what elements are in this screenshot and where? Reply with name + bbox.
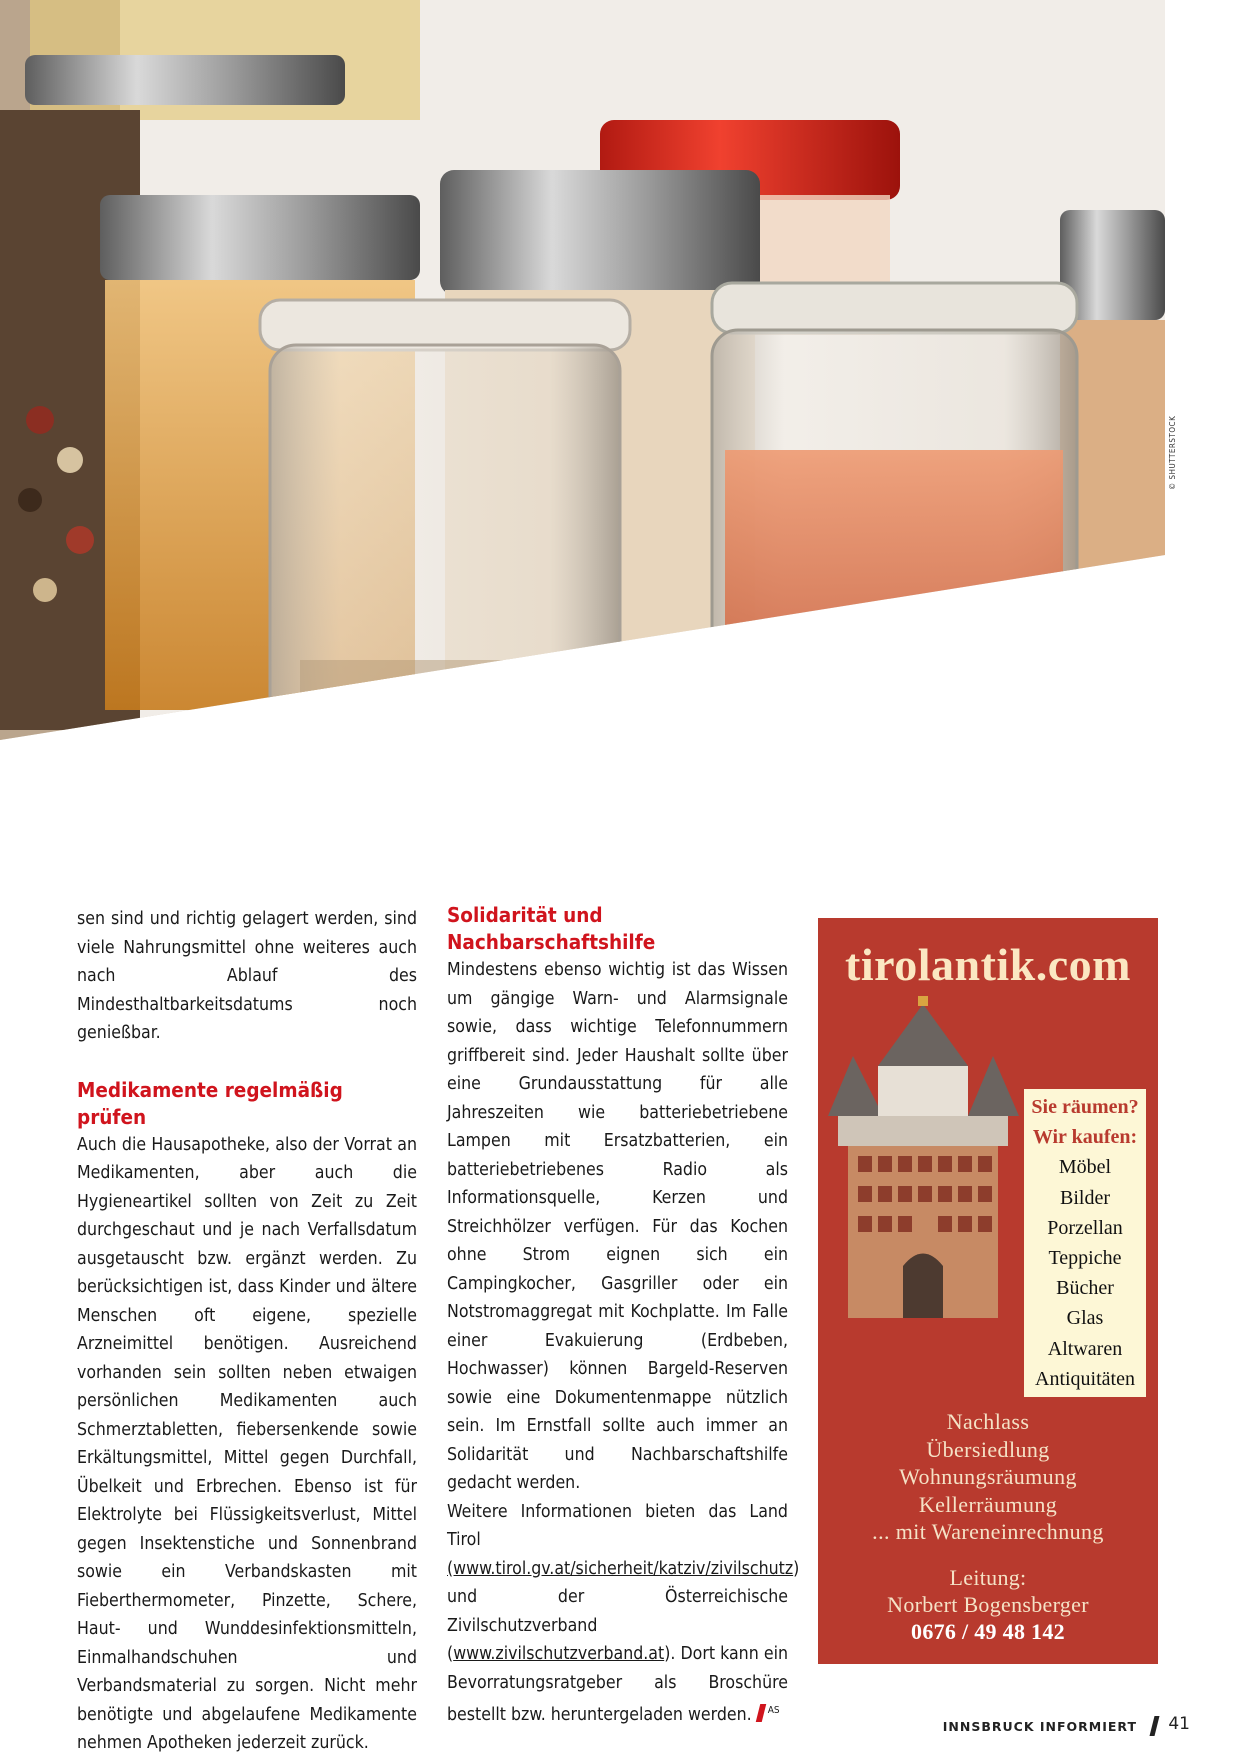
hero-photo bbox=[0, 0, 1165, 740]
ad-box-line: Teppiche bbox=[1048, 1247, 1122, 1270]
end-mark-icon bbox=[755, 1704, 765, 1722]
paragraph-more-info bbox=[447, 1498, 800, 1730]
publication-name: INNSBRUCK INFORMIERT bbox=[942, 1719, 1137, 1734]
more-info-suffix: ). Dort kann ein Bevorratungsratgeber als Broschüre bestellt bzw. heruntergeladen werden. bbox=[447, 1644, 788, 1725]
page-number: 41 bbox=[1168, 1714, 1190, 1734]
more-info-mid: ) und der Österreichische Zivilschutzverband ( bbox=[447, 1558, 800, 1664]
photo-credit: © SHUTTERSTOCK bbox=[1168, 415, 1177, 490]
ad-service-item: Nachlass bbox=[946, 1409, 1030, 1434]
more-info-prefix: Weitere Informationen bieten das Land Tirol bbox=[447, 1501, 788, 1550]
author-signature: AS bbox=[767, 1705, 780, 1716]
ad-box-line: Altwaren bbox=[1047, 1337, 1123, 1360]
ad-lead-name: Norbert Bogensberger bbox=[887, 1592, 1089, 1617]
ad-service-item: Kellerräumung bbox=[918, 1491, 1058, 1517]
section-heading-medikamente: Medikamente regelmäßig prüfen bbox=[77, 1077, 343, 1129]
link-zivilschutzverband[interactable]: www.zivilschutzverband.at bbox=[453, 1644, 665, 1664]
article-column-2 bbox=[447, 903, 800, 1729]
ad-box-line: Bücher bbox=[1056, 1277, 1114, 1300]
ad-lead-label: Leitung: bbox=[949, 1565, 1027, 1590]
ad-box-line: Sie räumen? bbox=[1031, 1096, 1139, 1118]
link-tirol-gv[interactable]: (www.tirol.gv.at/sicherheit/katziv/zivilschutz bbox=[447, 1558, 794, 1579]
spice-jars-illustration bbox=[0, 0, 1165, 740]
ad-services-list bbox=[818, 1408, 1158, 1546]
tower-illustration bbox=[823, 996, 1023, 1318]
ad-title[interactable]: tirolantik.com bbox=[845, 939, 1131, 990]
ad-box-line: Wir kaufen: bbox=[1032, 1126, 1138, 1149]
ad-wir-kaufen-box bbox=[1024, 1089, 1146, 1397]
ad-service-item: Übersiedlung bbox=[926, 1436, 1050, 1462]
ad-box-line: Porzellan bbox=[1047, 1216, 1123, 1239]
ad-box-line: Antiquitäten bbox=[1035, 1367, 1135, 1390]
ad-contact bbox=[818, 1564, 1158, 1645]
section-heading-solidaritaet: Solidarität und Nachbarschaftshilfe bbox=[447, 903, 656, 954]
article-column-1 bbox=[77, 905, 417, 1758]
ad-box-line: Bilder bbox=[1060, 1186, 1110, 1209]
paragraph-solidaritaet: Mindestens ebenso wichtig ist das Wissen um gängige Warn- und Alarmsignale sowie, dass wichtige Telefonnummern griffbereit sind. Jeder Haushalt sollte über eine Grundausstattung für alle Jahreszeiten wie batteriebetriebene Lampen mit Ersatzbatterien, ein batteriebetriebenes Radio als Informationsquelle, Kerzen und Streichhölzer verfügen. Für das Kochen ohne Strom eignen sich ein Campingkocher, Gasgriller oder ein Notstromaggregat mit Kochplatte. Im Falle einer Evakuierung (Erdbeben, Hochwasser) können Bargeld-Reserven sowie eine Dokumentenmappe nützlich sein. Im Ernstfall sollte auch immer an Solidarität und Nachbarschaftshilfe gedacht werden. bbox=[447, 960, 788, 1493]
ad-service-item: ... mit Wareneinrechnung bbox=[872, 1519, 1104, 1545]
ad-box-line: Möbel bbox=[1058, 1156, 1112, 1179]
paragraph-intro: sen sind und richtig gelagert werden, sind viele Nahrungsmittel ohne weiteres auch nach Ablauf des Mindesthaltbarkeitsdatums noch genießbar. bbox=[77, 909, 417, 1043]
ad-phone-number[interactable]: 0676 / 49 48 142 bbox=[911, 1619, 1065, 1644]
advertisement-tirolantik[interactable] bbox=[818, 918, 1158, 1664]
paragraph-medikamente: Auch die Hausapotheke, also der Vorrat an Medikamenten, aber auch die Hygieneartikel sollten von Zeit zu Zeit durchgeschaut und je nach Verfallsdatum ausgetauscht bzw. ergänzt werden. Zu berücksichtigen ist, dass Kinder und ältere Menschen oft eigene, spezielle Arzneimittel benötigen. Ausreichend vorhanden sein sollten neben etwaigen persönlichen Medikamenten auch Schmerztabletten, fiebersenkende sowie Erkältungsmittel, Mittel gegen Durchfall, Übelkeit und Erbrechen. Ebenso ist für Elektrolyte bei Flüssigkeitsverlust, Mittel gegen Insektenstiche und Sonnenbrand sowie ein Verbandskasten mit Fieberthermometer, Pinzette, Schere, Haut- und Wunddesinfektionsmitteln, Einmalhandschuhen und Verbandsmaterial zu sorgen. Nicht mehr benötigte und abgelaufene Medikamente nehmen Apotheken jederzeit zurück. bbox=[77, 1134, 417, 1753]
footer-divider-icon bbox=[1150, 1716, 1160, 1736]
ad-service-item: Wohnungsräumung bbox=[899, 1464, 1077, 1490]
ad-box-line: Glas bbox=[1066, 1307, 1104, 1330]
